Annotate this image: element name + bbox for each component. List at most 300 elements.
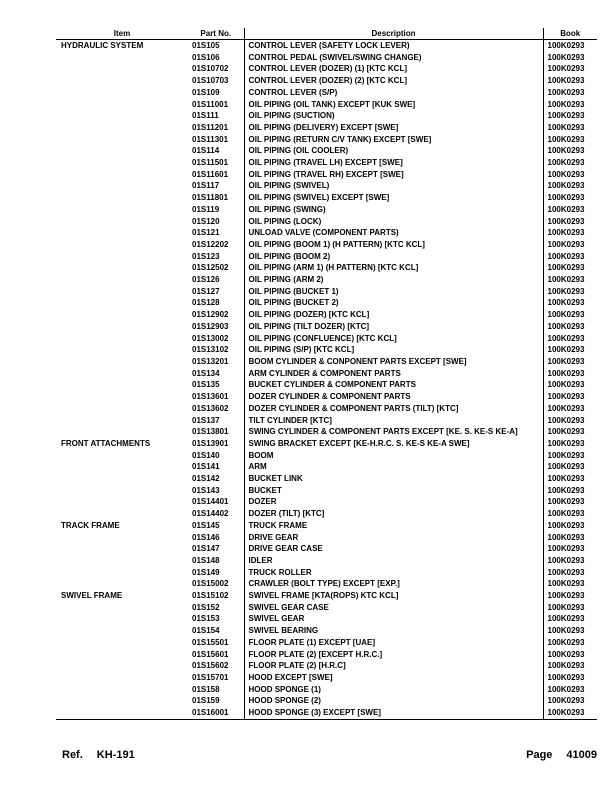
- item-cell: [56, 379, 188, 391]
- description-cell: SWIVEL BEARING: [244, 625, 543, 637]
- part-no-cell: 01S15602: [192, 661, 229, 671]
- description-cell: CRAWLER (BOLT TYPE) EXCEPT [EXP.]: [244, 578, 543, 590]
- description-cell: CONTROL LEVER (S/P): [244, 87, 543, 99]
- book-cell: 100K0293: [543, 508, 597, 520]
- item-cell: [56, 157, 188, 169]
- part-no-cell: 01S121: [192, 228, 220, 238]
- part-no-cell: 01S13601: [192, 392, 229, 402]
- table-row: [56, 555, 597, 567]
- item-cell: [56, 251, 188, 263]
- item-cell: [56, 63, 188, 75]
- book-cell: 100K0293: [543, 356, 597, 368]
- book-cell: 100K0293: [543, 637, 597, 649]
- page-number-block: [526, 749, 597, 761]
- book-cell: 100K0293: [543, 555, 597, 567]
- part-no-cell: 01S143: [192, 485, 220, 495]
- description-cell: UNLOAD VALVE (COMPONENT PARTS): [244, 227, 543, 239]
- book-cell: 100K0293: [543, 216, 597, 228]
- book-cell: 100K0293: [543, 110, 597, 122]
- table-row: [56, 368, 597, 380]
- table-row: [56, 660, 597, 672]
- description-cell: OIL PIPING (RETURN C/V TANK) EXCEPT [SWE]: [244, 134, 543, 146]
- part-no-cell: 01S13201: [192, 356, 229, 366]
- book-cell: 100K0293: [543, 672, 597, 684]
- part-no-cell: 01S111: [192, 111, 219, 121]
- item-cell: [56, 496, 188, 508]
- item-cell: [56, 461, 188, 473]
- description-cell: CONTROL PEDAL (SWIVEL/SWING CHANGE): [244, 52, 543, 64]
- book-cell: 100K0293: [543, 262, 597, 274]
- book-cell: 100K0293: [543, 485, 597, 497]
- part-no-cell: 01S12202: [192, 239, 229, 249]
- table-row: [56, 333, 597, 345]
- table-row: [56, 496, 597, 508]
- book-cell: 100K0293: [543, 567, 597, 579]
- ref-label: Ref.: [62, 749, 83, 761]
- book-cell: 100K0293: [543, 707, 597, 719]
- item-cell: [56, 239, 188, 251]
- table-row: [56, 543, 597, 555]
- header-part-no: Part No.: [188, 28, 244, 40]
- part-no-cell: 01S149: [192, 567, 220, 577]
- item-cell: [56, 274, 188, 286]
- description-cell: BUCKET: [244, 485, 543, 497]
- table-row: [56, 426, 597, 438]
- description-cell: OIL PIPING (BOOM 1) (H PATTERN) [KTC KCL]: [244, 239, 543, 251]
- table-row: [56, 520, 597, 532]
- book-cell: 100K0293: [543, 286, 597, 298]
- part-no-cell: 01S137: [192, 415, 220, 425]
- book-cell: 100K0293: [543, 227, 597, 239]
- description-cell: OIL PIPING (SWING): [244, 204, 543, 216]
- part-no-cell: 01S126: [192, 275, 220, 285]
- table-row: [56, 415, 597, 427]
- table-row: [56, 204, 597, 216]
- description-cell: CONTROL LEVER (SAFETY LOCK LEVER): [244, 40, 543, 52]
- page-value: 41009: [566, 749, 597, 761]
- description-cell: OIL PIPING (BUCKET 2): [244, 297, 543, 309]
- table-row: [56, 344, 597, 356]
- part-no-cell: 01S13002: [192, 333, 229, 343]
- part-no-cell: 01S128: [192, 298, 220, 308]
- book-cell: 100K0293: [543, 40, 597, 52]
- description-cell: IDLER: [244, 555, 543, 567]
- book-cell: 100K0293: [543, 169, 597, 181]
- description-cell: OIL PIPING (ARM 1) (H PATTERN) [KTC KCL]: [244, 262, 543, 274]
- part-no-cell: 01S12902: [192, 310, 229, 320]
- book-cell: 100K0293: [543, 63, 597, 75]
- item-cell: [56, 613, 188, 625]
- table-row: [56, 707, 597, 719]
- item-cell: [56, 426, 188, 438]
- table-row: [56, 145, 597, 157]
- table-row: [56, 75, 597, 87]
- part-no-cell: 01S10702: [192, 64, 229, 74]
- table-row: [56, 391, 597, 403]
- item-cell: [56, 543, 188, 555]
- part-no-cell: 01S148: [192, 555, 220, 565]
- part-no-cell: 01S15002: [192, 579, 229, 589]
- description-cell: CONTROL LEVER (DOZER) (2) [KTC KCL]: [244, 75, 543, 87]
- table-row: [56, 461, 597, 473]
- table-row: [56, 192, 597, 204]
- table-row: [56, 40, 597, 52]
- table-row: [56, 567, 597, 579]
- description-cell: OIL PIPING (TILT DOZER) [KTC]: [244, 321, 543, 333]
- part-no-cell: 01S14402: [192, 509, 229, 519]
- book-cell: 100K0293: [543, 403, 597, 415]
- book-cell: 100K0293: [543, 438, 597, 450]
- part-no-cell: 01S14401: [192, 497, 229, 507]
- part-no-cell: 01S158: [192, 684, 220, 694]
- description-cell: OIL PIPING (SWIVEL): [244, 180, 543, 192]
- description-cell: DRIVE GEAR: [244, 532, 543, 544]
- item-cell: [56, 122, 188, 134]
- table-row: [56, 99, 597, 111]
- item-cell: [56, 99, 188, 111]
- book-cell: 100K0293: [543, 134, 597, 146]
- part-no-cell: 01S153: [192, 614, 220, 624]
- item-cell: [56, 649, 188, 661]
- description-cell: OIL PIPING (TRAVEL RH) EXCEPT [SWE]: [244, 169, 543, 181]
- book-cell: 100K0293: [543, 157, 597, 169]
- item-cell: [56, 216, 188, 228]
- description-cell: OIL PIPING (SUCTION): [244, 110, 543, 122]
- header-book: Book: [543, 28, 597, 40]
- description-cell: OIL PIPING (DOZER) [KTC KCL]: [244, 309, 543, 321]
- part-no-cell: 01S127: [192, 286, 220, 296]
- part-no-cell: 01S134: [192, 368, 220, 378]
- part-no-cell: 01S10703: [192, 76, 229, 86]
- table-row: [56, 321, 597, 333]
- book-cell: 100K0293: [543, 450, 597, 462]
- table-row: [56, 286, 597, 298]
- item-cell: [56, 52, 188, 64]
- item-cell: [56, 110, 188, 122]
- part-no-cell: 01S13801: [192, 427, 229, 437]
- part-no-cell: 01S11001: [192, 99, 229, 109]
- item-cell: [56, 145, 188, 157]
- part-no-cell: 01S15701: [192, 672, 229, 682]
- book-cell: 100K0293: [543, 649, 597, 661]
- description-cell: OIL PIPING (CONFLUENCE) [KTC KCL]: [244, 333, 543, 345]
- book-cell: 100K0293: [543, 309, 597, 321]
- table-row: [56, 239, 597, 251]
- item-cell: [56, 262, 188, 274]
- table-row: [56, 110, 597, 122]
- parts-table: [56, 28, 597, 720]
- book-cell: 100K0293: [543, 602, 597, 614]
- description-cell: TILT CYLINDER [KTC]: [244, 415, 543, 427]
- table-row: [56, 649, 597, 661]
- part-no-cell: 01S105: [192, 41, 220, 50]
- part-no-cell: 01S109: [192, 87, 220, 97]
- item-cell: [56, 321, 188, 333]
- description-cell: OIL PIPING (TRAVEL LH) EXCEPT [SWE]: [244, 157, 543, 169]
- book-cell: 100K0293: [543, 461, 597, 473]
- part-no-cell: 01S11201: [192, 122, 229, 132]
- table-row: [56, 274, 597, 286]
- table-row: [56, 450, 597, 462]
- page-label: Page: [526, 749, 553, 761]
- description-cell: BOOM: [244, 450, 543, 462]
- table-row: [56, 309, 597, 321]
- item-cell: [56, 567, 188, 579]
- description-cell: OIL PIPING (LOCK): [244, 216, 543, 228]
- book-cell: 100K0293: [543, 368, 597, 380]
- table-row: [56, 672, 597, 684]
- description-cell: HOOD EXCEPT [SWE]: [244, 672, 543, 684]
- table-row: [56, 227, 597, 239]
- book-cell: 100K0293: [543, 204, 597, 216]
- book-cell: 100K0293: [543, 543, 597, 555]
- part-no-cell: 01S159: [192, 696, 220, 706]
- item-cell: [56, 169, 188, 181]
- description-cell: FLOOR PLATE (2) [H.R.C]: [244, 660, 543, 672]
- description-cell: HOOD SPONGE (3) EXCEPT [SWE]: [244, 707, 543, 719]
- description-cell: BUCKET CYLINDER & COMPONENT PARTS: [244, 379, 543, 391]
- table-row: [56, 578, 597, 590]
- description-cell: TRUCK ROLLER: [244, 567, 543, 579]
- book-cell: 100K0293: [543, 660, 597, 672]
- description-cell: CONTROL LEVER (DOZER) (1) [KTC KCL]: [244, 63, 543, 75]
- book-cell: 100K0293: [543, 321, 597, 333]
- header-description: Description: [244, 28, 543, 40]
- book-cell: 100K0293: [543, 122, 597, 134]
- part-no-cell: 01S11801: [192, 193, 229, 203]
- item-cell: [56, 637, 188, 649]
- item-cell: [56, 660, 188, 672]
- item-cell: [56, 180, 188, 192]
- item-cell: TRACK FRAME: [61, 520, 120, 530]
- table-row: [56, 637, 597, 649]
- description-cell: OIL PIPING (SWIVEL) EXCEPT [SWE]: [244, 192, 543, 204]
- table-header-row: [56, 28, 597, 40]
- book-cell: 100K0293: [543, 75, 597, 87]
- table-row: [56, 602, 597, 614]
- description-cell: TRUCK FRAME: [244, 520, 543, 532]
- description-cell: SWIVEL GEAR: [244, 613, 543, 625]
- book-cell: 100K0293: [543, 99, 597, 111]
- table-row: [56, 63, 597, 75]
- item-cell: [56, 485, 188, 497]
- part-no-cell: 01S15601: [192, 649, 229, 659]
- book-cell: 100K0293: [543, 192, 597, 204]
- table-row: [56, 251, 597, 263]
- table-row: [56, 403, 597, 415]
- table-row: [56, 473, 597, 485]
- table-row: [56, 122, 597, 134]
- item-cell: [56, 625, 188, 637]
- item-cell: [56, 415, 188, 427]
- description-cell: ARM: [244, 461, 543, 473]
- description-cell: HOOD SPONGE (1): [244, 684, 543, 696]
- table-row: [56, 169, 597, 181]
- part-no-cell: 01S11301: [192, 134, 229, 144]
- description-cell: OIL PIPING (BUCKET 1): [244, 286, 543, 298]
- description-cell: ARM CYLINDER & COMPONENT PARTS: [244, 368, 543, 380]
- part-no-cell: 01S114: [192, 146, 220, 156]
- item-cell: HYDRAULIC SYSTEM: [61, 41, 144, 50]
- item-cell: [56, 684, 188, 696]
- item-cell: [56, 473, 188, 485]
- item-cell: FRONT ATTACHMENTS: [61, 438, 151, 448]
- item-cell: [56, 707, 188, 719]
- table-row: [56, 297, 597, 309]
- table-row: [56, 684, 597, 696]
- table-row: [56, 134, 597, 146]
- part-no-cell: 01S140: [192, 450, 220, 460]
- description-cell: BOOM CYLINDER & CONPONENT PARTS EXCEPT [SWE]: [244, 356, 543, 368]
- book-cell: 100K0293: [543, 578, 597, 590]
- item-cell: SWIVEL FRAME: [61, 591, 123, 601]
- item-cell: [56, 333, 188, 345]
- part-no-cell: 01S13602: [192, 403, 229, 413]
- table-row: [56, 508, 597, 520]
- item-cell: [56, 309, 188, 321]
- item-cell: [56, 403, 188, 415]
- table-row: [56, 590, 597, 602]
- description-cell: OIL PIPING (OIL COOLER): [244, 145, 543, 157]
- description-cell: FLOOR PLATE (2) [EXCEPT H.R.C.]: [244, 649, 543, 661]
- book-cell: 100K0293: [543, 145, 597, 157]
- table-row: [56, 262, 597, 274]
- table-row: [56, 216, 597, 228]
- parts-list-sheet: [56, 28, 597, 720]
- item-cell: [56, 578, 188, 590]
- header-item: Item: [56, 28, 188, 40]
- item-cell: [56, 286, 188, 298]
- book-cell: 100K0293: [543, 180, 597, 192]
- book-cell: 100K0293: [543, 625, 597, 637]
- part-no-cell: 01S117: [192, 181, 220, 191]
- book-cell: 100K0293: [543, 52, 597, 64]
- book-cell: 100K0293: [543, 496, 597, 508]
- book-cell: 100K0293: [543, 532, 597, 544]
- part-no-cell: 01S123: [192, 251, 220, 261]
- table-row: [56, 356, 597, 368]
- description-cell: SWIVEL GEAR CASE: [244, 602, 543, 614]
- page-footer: [56, 749, 597, 763]
- book-cell: 100K0293: [543, 520, 597, 532]
- part-no-cell: 01S11501: [192, 158, 229, 168]
- part-no-cell: 01S135: [192, 380, 220, 390]
- description-cell: DRIVE GEAR CASE: [244, 543, 543, 555]
- book-cell: 100K0293: [543, 297, 597, 309]
- description-cell: OIL PIPING (ARM 2): [244, 274, 543, 286]
- part-no-cell: 01S13901: [192, 438, 229, 448]
- table-row: [56, 613, 597, 625]
- item-cell: [56, 508, 188, 520]
- book-cell: 100K0293: [543, 344, 597, 356]
- item-cell: [56, 602, 188, 614]
- item-cell: [56, 87, 188, 99]
- description-cell: SWING BRACKET EXCEPT [KE-H.R.C. S. KE-S KE-A SWE]: [244, 438, 543, 450]
- part-no-cell: 01S15501: [192, 637, 229, 647]
- item-cell: [56, 672, 188, 684]
- table-row: [56, 87, 597, 99]
- part-no-cell: 01S141: [192, 462, 220, 472]
- item-cell: [56, 532, 188, 544]
- book-cell: 100K0293: [543, 473, 597, 485]
- description-cell: DOZER: [244, 496, 543, 508]
- book-cell: 100K0293: [543, 274, 597, 286]
- description-cell: DOZER CYLINDER & COMPONENT PARTS (TILT) [KTC]: [244, 403, 543, 415]
- ref-value: KH-191: [96, 749, 135, 761]
- part-no-cell: 01S12502: [192, 263, 229, 273]
- parts-table-body: [56, 40, 597, 720]
- description-cell: OIL PIPING (DELIVERY) EXCEPT [SWE]: [244, 122, 543, 134]
- description-cell: DOZER (TILT) [KTC]: [244, 508, 543, 520]
- table-row: [56, 625, 597, 637]
- part-no-cell: 01S11601: [192, 169, 229, 179]
- description-cell: DOZER CYLINDER & COMPONENT PARTS: [244, 391, 543, 403]
- part-no-cell: 01S15102: [192, 591, 229, 601]
- book-cell: 100K0293: [543, 239, 597, 251]
- part-no-cell: 01S142: [192, 474, 220, 484]
- item-cell: [56, 368, 188, 380]
- description-cell: FLOOR PLATE (1) EXCEPT [UAE]: [244, 637, 543, 649]
- table-row: [56, 379, 597, 391]
- description-cell: SWING CYLINDER & COMPONENT PARTS EXCEPT [KE. S. KE-S KE-A]: [244, 426, 543, 438]
- item-cell: [56, 695, 188, 707]
- description-cell: BUCKET LINK: [244, 473, 543, 485]
- item-cell: [56, 297, 188, 309]
- part-no-cell: 01S120: [192, 216, 220, 226]
- book-cell: 100K0293: [543, 590, 597, 602]
- part-no-cell: 01S13102: [192, 345, 229, 355]
- part-no-cell: 01S152: [192, 602, 220, 612]
- book-cell: 100K0293: [543, 87, 597, 99]
- description-cell: SWIVEL FRAME [KTA(ROPS) KTC KCL]: [244, 590, 543, 602]
- part-no-cell: 01S119: [192, 204, 220, 214]
- item-cell: [56, 450, 188, 462]
- description-cell: OIL PIPING (S/P) [KTC KCL]: [244, 344, 543, 356]
- table-row: [56, 52, 597, 64]
- book-cell: 100K0293: [543, 426, 597, 438]
- table-row: [56, 180, 597, 192]
- item-cell: [56, 204, 188, 216]
- part-no-cell: 01S16001: [188, 707, 244, 719]
- book-cell: 100K0293: [543, 613, 597, 625]
- ref-block: [62, 749, 135, 761]
- description-cell: OIL PIPING (BOOM 2): [244, 251, 543, 263]
- book-cell: 100K0293: [543, 695, 597, 707]
- item-cell: [56, 555, 188, 567]
- book-cell: 100K0293: [543, 391, 597, 403]
- part-no-cell: 01S145: [192, 520, 220, 530]
- part-no-cell: 01S12903: [192, 321, 229, 331]
- table-row: [56, 157, 597, 169]
- item-cell: [56, 391, 188, 403]
- table-row: [56, 532, 597, 544]
- description-cell: HOOD SPONGE (2): [244, 695, 543, 707]
- part-no-cell: 01S154: [192, 626, 220, 636]
- table-row: [56, 695, 597, 707]
- item-cell: [56, 192, 188, 204]
- table-row: [56, 438, 597, 450]
- table-row: [56, 485, 597, 497]
- book-cell: 100K0293: [543, 379, 597, 391]
- book-cell: 100K0293: [543, 333, 597, 345]
- book-cell: 100K0293: [543, 684, 597, 696]
- part-no-cell: 01S146: [192, 532, 220, 542]
- part-no-cell: 01S106: [192, 52, 220, 62]
- item-cell: [56, 227, 188, 239]
- book-cell: 100K0293: [543, 251, 597, 263]
- part-no-cell: 01S147: [192, 544, 220, 554]
- item-cell: [56, 75, 188, 87]
